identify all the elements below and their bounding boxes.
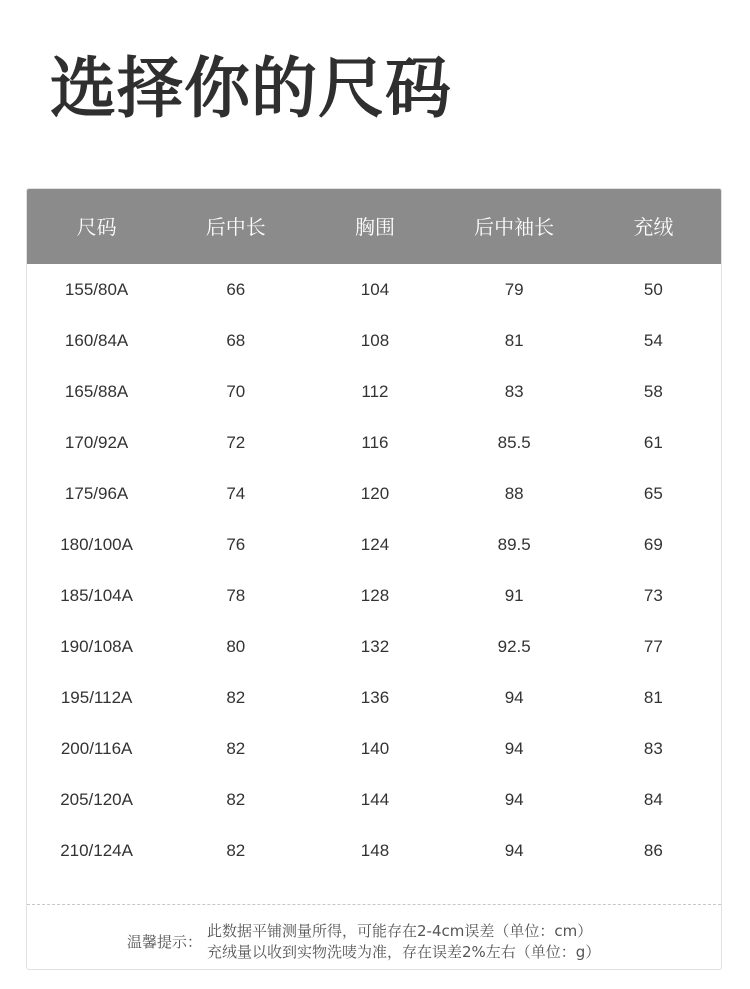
back-length-cell: 70: [226, 381, 246, 401]
header-chest: 胸围: [354, 214, 395, 239]
size-cell: 180/100A: [60, 534, 133, 554]
sleeve-length-cell: 85.5: [497, 432, 531, 452]
table-row: [27, 468, 721, 519]
sleeve-length-cell: 79: [504, 279, 524, 299]
back-length-cell: 76: [226, 534, 246, 554]
size-cell: 170/92A: [64, 432, 129, 452]
down-fill-cell: 77: [643, 636, 663, 656]
table-row: [27, 621, 721, 672]
down-fill-cell: 81: [643, 687, 663, 707]
down-fill-cell: 83: [643, 738, 663, 758]
chest-cell: 124: [360, 534, 390, 554]
chest-cell: 104: [360, 279, 390, 299]
chest-cell: 112: [361, 381, 389, 401]
back-length-cell: 78: [226, 585, 246, 605]
down-fill-cell: 84: [643, 789, 663, 809]
table-row: [27, 672, 721, 723]
sleeve-length-cell: 94: [504, 840, 524, 860]
sleeve-length-cell: 92.5: [497, 636, 531, 656]
size-cell: 185/104A: [60, 585, 133, 605]
header-sleeve-length: 后中袖长: [474, 214, 555, 239]
chest-cell: 120: [360, 483, 390, 503]
chest-cell: 144: [360, 789, 390, 809]
sleeve-length-cell: 81: [504, 330, 524, 350]
size-cell: 165/88A: [64, 381, 129, 401]
note-divider: [27, 904, 721, 905]
back-length-cell: 80: [226, 636, 246, 656]
size-cell: 200/116A: [60, 738, 133, 758]
chest-cell: 140: [360, 738, 390, 758]
header-back-length: 后中长: [205, 214, 266, 239]
table-row: [27, 825, 721, 876]
note-line-1: 此数据平铺测量所得，可能存在2-4cm误差（单位：cm）: [207, 922, 593, 940]
chest-cell: 128: [360, 585, 390, 605]
sleeve-length-cell: 88: [504, 483, 524, 503]
table-row: [27, 417, 721, 468]
sleeve-length-cell: 89.5: [497, 534, 531, 554]
back-length-cell: 82: [226, 738, 246, 758]
down-fill-cell: 65: [643, 483, 663, 503]
size-cell: 160/84A: [64, 330, 129, 350]
back-length-cell: 66: [226, 279, 246, 299]
table-row: [27, 366, 721, 417]
sleeve-length-cell: 91: [504, 585, 524, 605]
header-size: 尺码: [76, 214, 117, 239]
chest-cell: 116: [361, 432, 389, 452]
chest-cell: 148: [360, 840, 390, 860]
down-fill-cell: 86: [643, 840, 663, 860]
size-cell: 195/112A: [60, 687, 133, 707]
page-title: 选择你的尺码: [50, 50, 452, 127]
down-fill-cell: 54: [643, 330, 663, 350]
back-length-cell: 68: [226, 330, 246, 350]
back-length-cell: 82: [226, 840, 246, 860]
table-row: [27, 315, 721, 366]
sleeve-length-cell: 94: [504, 789, 524, 809]
size-cell: 190/108A: [60, 636, 133, 656]
sleeve-length-cell: 94: [504, 738, 524, 758]
down-fill-cell: 58: [643, 381, 663, 401]
table-row: [27, 723, 721, 774]
sleeve-length-cell: 83: [504, 381, 524, 401]
size-table-body: [27, 264, 721, 876]
sleeve-length-cell: 94: [504, 687, 524, 707]
back-length-cell: 82: [226, 789, 246, 809]
back-length-cell: 74: [226, 483, 246, 503]
down-fill-cell: 73: [643, 585, 663, 605]
size-cell: 175/96A: [64, 483, 129, 503]
back-length-cell: 82: [226, 687, 246, 707]
size-chart-card: [26, 188, 722, 970]
size-cell: 210/124A: [60, 840, 133, 860]
chest-cell: 108: [360, 330, 390, 350]
down-fill-cell: 50: [643, 279, 663, 299]
size-cell: 155/80A: [64, 279, 129, 299]
down-fill-cell: 61: [643, 432, 663, 452]
header-down-fill: 充绒: [633, 214, 674, 239]
note-label: 温馨提示：: [127, 933, 203, 951]
table-row: [27, 570, 721, 621]
back-length-cell: 72: [226, 432, 246, 452]
table-header-row: [27, 189, 721, 264]
table-row: [27, 519, 721, 570]
chest-cell: 136: [360, 687, 390, 707]
size-cell: 205/120A: [60, 789, 133, 809]
chest-cell: 132: [360, 636, 390, 656]
table-row: [27, 264, 721, 315]
down-fill-cell: 69: [643, 534, 663, 554]
note-line-2: 充绒量以收到实物洗唛为准，存在误差2%左右（单位：g）: [207, 943, 601, 961]
table-row: [27, 774, 721, 825]
measurement-note: [127, 921, 717, 961]
